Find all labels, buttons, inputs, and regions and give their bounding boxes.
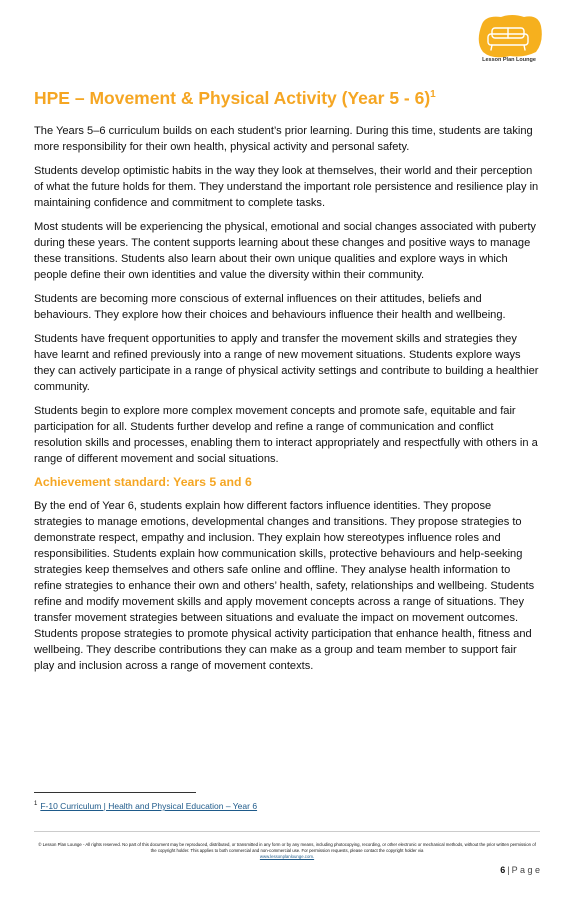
title-footnote-marker: 1 [430,89,436,101]
footnote-divider [34,792,196,793]
footnote-link[interactable]: F-10 Curriculum | Health and Physical Education – Year 6 [40,801,258,811]
intro-paragraph: Students are becoming more conscious of external influences on their attitudes, beliefs and behaviours. They explore how their choices and behaviours influence their health and wellbeing. [34,293,506,321]
page-number [500,865,540,875]
copyright-text: © Lesson Plan Lounge - All rights reserved. No part of this document may be reproduced, distributed, or transmitted in any form or by any means, including photocopying, recording, or other electronic or mechanical methods, without the prior written permission of the copyright holder. This applies to both commercial and non-commercial use. For permission requests, please contact the copyright holder via [38,842,536,854]
title-text: HPE – Movement & Physical Activity (Year 5 - 6) [34,88,431,108]
footer-divider [34,831,540,832]
logo-label: Lesson Plan Lounge [482,57,536,63]
intro-paragraph: Students begin to explore more complex movement concepts and promote safe, equitable and fair participation for all. Students further develop and refine a range of communication and conflict resolution skills and processes, enabling them to interact appropriately and respectfully with others in a range of different movement and social situations. [34,405,538,465]
document-body [34,123,540,682]
intro-paragraph: Students develop optimistic habits in the way they look at themselves, their world and their perception of what the future holds for them. They understand the important role persistence and resilience play in maintaining confidence and commitment to complete tasks. [34,165,539,209]
page-title [34,88,436,109]
page-label: P a g e [511,865,540,875]
achievement-paragraph: By the end of Year 6, students explain how different factors influence identities. They propose strategies to manage emotions, developmental changes and transitions. They propose strategies to demonstrate respect, empathy and inclusion. They explain how stereotypes influence roles and responsibilities. Students explain how communication skills, protective behaviours and help-seeking strategies keep themselves and others safe online and offline. They analyse health information to refine strategies to enhance their own and others’ health, safety, relationships and wellbeing. Students refine and modify movement skills and apply movement concepts across a range of situations. They transfer movement strategies between situations and evaluate the impact on movement outcomes. Students propose strategies to promote physical activity participation that enhance health, fitness and wellbeing. They describe contributions they can make as a group and team member to support fair play and inclusion across a range of movement contexts. [34,500,535,672]
achievement-heading: Achievement standard: Years 5 and 6 [34,475,252,489]
footnote [34,801,257,811]
intro-paragraph: The Years 5–6 curriculum builds on each student’s prior learning. During this time, students are taking more responsibility for their own health, physical activity and personal safety. [34,125,533,153]
copyright-notice [38,842,536,861]
footnote-marker: 1 [34,801,38,808]
page-number-value: 6 [500,865,506,875]
page-number-separator: | [507,865,510,875]
intro-paragraph: Most students will be experiencing the physical, emotional and social changes associated with puberty during these years. The content supports learning about these changes and positive ways to manage these transitions. Students also learn about their own unique qualities and explore ways in which people define their own identities and value the diversity within their community. [34,221,536,281]
website-link[interactable]: www.lessonplanlounge.com. [259,854,315,860]
intro-paragraph: Students have frequent opportunities to apply and transfer the movement skills and strategies they have learnt and refined previously into a range of new movement situations. Students explore ways they can actively participate in a range of physical activity settings and contribute to building a healthier community. [34,333,539,393]
